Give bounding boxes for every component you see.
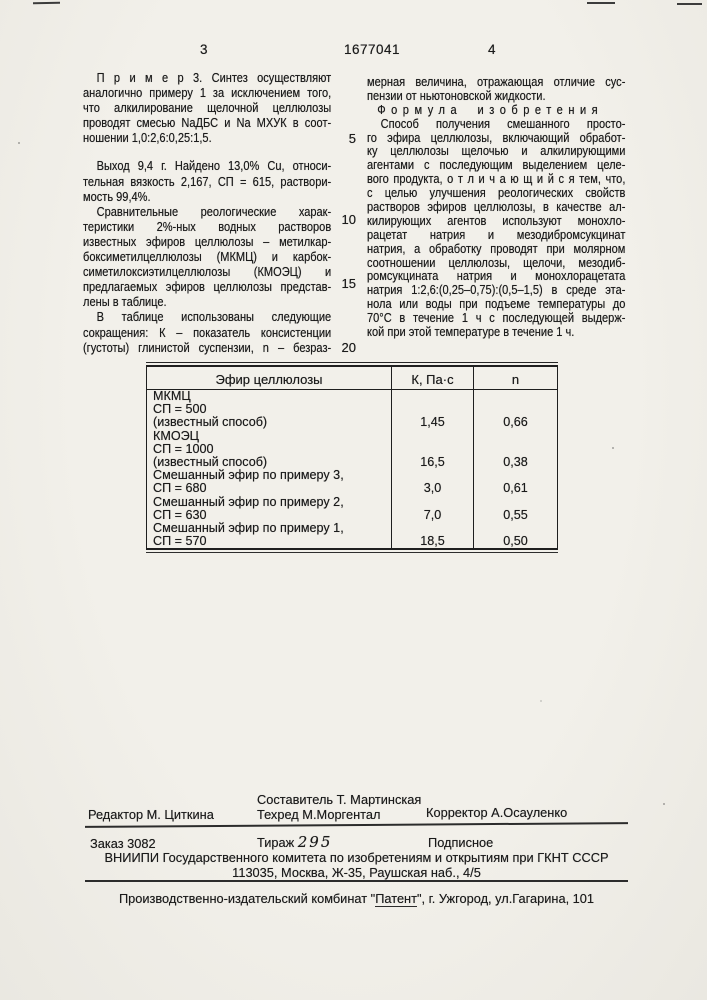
text-line: мость 99,4%. bbox=[83, 188, 151, 204]
table-value-k: 18,5 bbox=[420, 534, 445, 549]
text-line: с целью улучшения реологических свойств bbox=[367, 185, 626, 201]
gutter-number: 15 bbox=[341, 276, 356, 291]
text-line: известных эфиров целлюлозы – метилкар- bbox=[83, 233, 332, 249]
table-cell-n bbox=[474, 390, 557, 430]
table-header-k: К, Па·с bbox=[392, 367, 474, 390]
footer-corrector: Корректор А.Осауленко bbox=[426, 805, 568, 820]
text-line: нола или воды при подъеме температуры до bbox=[367, 296, 626, 312]
table-cell-line: (известный способ) bbox=[153, 455, 268, 470]
table-value-n: 0,50 bbox=[503, 534, 528, 549]
table-value-n: 0,61 bbox=[503, 481, 528, 496]
text-line: 70°С в течение 1 ч с последующей выдерж- bbox=[367, 310, 626, 326]
scan-artifact bbox=[587, 2, 615, 4]
footer-tirazh bbox=[257, 833, 332, 851]
text-line: мерная величина, отражающая отличие сус- bbox=[367, 74, 626, 89]
table-cell-ether bbox=[147, 496, 392, 522]
table-cell-line: Смешанный эфир по примеру 2, bbox=[153, 494, 344, 509]
text-line: сокращения: К – показатель консистенции bbox=[83, 324, 332, 340]
text-line: Способ получения смешанного просто- bbox=[380, 115, 626, 131]
text-line: тельная вязкость 2,167, СП = 615, раствори- bbox=[83, 173, 332, 189]
text-line: соотношении целлюлозы, щелочи, мезодиб- bbox=[367, 254, 626, 270]
table-cell-n bbox=[474, 496, 557, 522]
text-line: лены в таблице. bbox=[83, 294, 167, 310]
text-line: ку целлюлозы щелочью и алкилирующими bbox=[367, 143, 626, 159]
scan-speck bbox=[540, 700, 542, 702]
table-header-row bbox=[147, 367, 557, 390]
table-row bbox=[147, 390, 557, 430]
table-row bbox=[147, 430, 557, 470]
text-line: растворов эфиров целлюлозы, в качестве ал- bbox=[367, 199, 626, 215]
table-cell-n bbox=[474, 469, 557, 495]
table-cell-line: СП = 500 bbox=[153, 402, 207, 417]
text-line: рацетат натрия и мезодибромсукцинат bbox=[367, 226, 626, 242]
table-row bbox=[147, 496, 557, 522]
text-line: предлагаемых эфиров целлюлозы представ- bbox=[83, 279, 332, 295]
table-value-n: 0,38 bbox=[503, 455, 528, 470]
footer-vniipi-line1: ВНИИПИ Государственного комитета по изобретениям и открытиям при ГКНТ СССР bbox=[104, 850, 609, 865]
footer-techred: Техред М.Моргентал bbox=[257, 807, 381, 822]
table-value-k: 7,0 bbox=[423, 507, 442, 522]
table-value-n: 0,66 bbox=[503, 415, 528, 430]
footer-tirazh-value: 295 bbox=[297, 833, 333, 851]
text-line: боксиметилцеллюлозы (МКМЦ) и карбок- bbox=[83, 249, 332, 265]
table-cell-line: СП = 1000 bbox=[153, 441, 214, 456]
text-line: П р и м е р 3. Синтез осуществляют bbox=[96, 70, 332, 85]
text-line: теристики 2%-ных водных растворов bbox=[83, 218, 332, 234]
footer-plant-name: Патент bbox=[375, 891, 417, 906]
text-line: ношении 1,0:2,6:0,25:1,5. bbox=[83, 130, 212, 146]
table-cell-ether bbox=[147, 522, 392, 548]
page-number-right: 4 bbox=[488, 42, 497, 57]
table-cell-ether bbox=[147, 390, 392, 430]
table-body bbox=[147, 390, 557, 548]
table-cell-n bbox=[474, 522, 557, 548]
text-line: (густоты) глинистой суспензии, n – безраз- bbox=[83, 339, 332, 355]
table-header-n: n bbox=[474, 367, 557, 390]
text-line: ромсукцината натрия и монохлорацетата bbox=[367, 268, 626, 284]
scan-speck bbox=[663, 803, 665, 805]
table-value-k: 16,5 bbox=[420, 455, 445, 470]
footer-subscription: Подписное bbox=[428, 835, 494, 850]
table-cell-line: (известный способ) bbox=[153, 415, 268, 430]
table-cell-k bbox=[392, 390, 474, 430]
table-cell-line: СП = 630 bbox=[153, 507, 207, 522]
table-value-k: 3,0 bbox=[423, 481, 442, 496]
table-cell-k bbox=[392, 496, 474, 522]
text-line: вого продукта, о т л и ч а ю щ и й с я тем, что, bbox=[367, 171, 626, 187]
scan-speck bbox=[612, 447, 614, 449]
footer-plant-post: ", г. Ужгород, ул.Гагарина, 101 bbox=[416, 891, 595, 906]
text-line: пензии от ньютоновской жидкости. bbox=[367, 87, 546, 103]
table-cell-k bbox=[392, 469, 474, 495]
text-line: что алкилирование щелочной целлюлозы bbox=[83, 100, 332, 116]
scan-artifact bbox=[677, 3, 702, 5]
table-cell-ether bbox=[147, 430, 392, 470]
table-row bbox=[147, 469, 557, 495]
text-line: проводят смесью NaДБС и Na МХУК в соот- bbox=[83, 115, 332, 131]
table-cell-n bbox=[474, 430, 557, 470]
table-cell-ether bbox=[147, 469, 392, 495]
footer-compiler: Составитель Т. Мартинская bbox=[257, 792, 422, 807]
patent-number: 1677041 bbox=[343, 42, 401, 57]
text-line: килирующих агентов используют монохло- bbox=[367, 212, 626, 228]
table-cell-line: Смешанный эфир по примеру 1, bbox=[153, 521, 344, 536]
results-table bbox=[146, 362, 558, 553]
table-cell-line: Смешанный эфир по примеру 3, bbox=[153, 468, 344, 483]
table-cell-line: СП = 680 bbox=[153, 481, 207, 496]
scan-artifact bbox=[33, 2, 60, 4]
text-line: В таблице использованы следующие bbox=[96, 309, 332, 325]
text-line: Формула изобретения bbox=[377, 101, 604, 117]
right-column bbox=[367, 75, 625, 339]
gutter-number: 10 bbox=[341, 212, 356, 227]
text-line: натрия 1:2,6:(0,25–0,75):(0,5–1,5) в среде эта- bbox=[367, 282, 626, 298]
text-line: Сравнительные реологические харак- bbox=[96, 203, 332, 219]
footer-vniipi-line2: 113035, Москва, Ж-35, Раушская наб., 4/5 bbox=[232, 865, 481, 880]
table-value-n: 0,55 bbox=[503, 507, 528, 522]
table-cell-k bbox=[392, 430, 474, 470]
footer-tirazh-label: Тираж bbox=[257, 835, 295, 850]
gutter-number: 5 bbox=[348, 131, 356, 146]
table-cell-line: МКМЦ bbox=[153, 389, 191, 403]
results-table-inner bbox=[146, 365, 558, 550]
page-number-left: 3 bbox=[200, 42, 209, 57]
footer-editor: Редактор М. Циткина bbox=[88, 807, 214, 822]
footer-rule-bottom bbox=[85, 880, 628, 882]
text-line: кой при этой температуре в течение 1 ч. bbox=[367, 324, 575, 340]
gutter-number: 20 bbox=[341, 340, 356, 355]
footer-rule-top bbox=[85, 822, 628, 827]
text-line: аналогично примеру 1 за исключением того, bbox=[83, 85, 332, 101]
table-row bbox=[147, 522, 557, 548]
table-header-ether: Эфир целлюлозы bbox=[147, 367, 392, 390]
text-line: Выход 9,4 г. Найдено 13,0% Cu, относи- bbox=[96, 158, 332, 174]
table-cell-line: КМОЭЦ bbox=[153, 428, 199, 443]
footer-order: Заказ 3082 bbox=[90, 836, 156, 851]
text-line: го эфира целлюлозы, включающий обработ- bbox=[367, 129, 626, 145]
scan-speck bbox=[18, 142, 20, 144]
left-column bbox=[83, 70, 331, 355]
table-value-k: 1,45 bbox=[420, 415, 445, 430]
text-line: агентами с последующим выделением целе- bbox=[367, 157, 626, 173]
text-line: симетилоксиэтилцеллюлозы (КМОЭЦ) и bbox=[83, 264, 332, 280]
table-cell-k bbox=[392, 522, 474, 548]
footer-plant-line bbox=[85, 891, 628, 906]
table-cell-line: СП = 570 bbox=[153, 534, 207, 549]
text-line: натрия, а обработку проводят при молярном bbox=[367, 240, 626, 256]
footer-plant-pre: Производственно-издательский комбинат " bbox=[118, 891, 376, 906]
